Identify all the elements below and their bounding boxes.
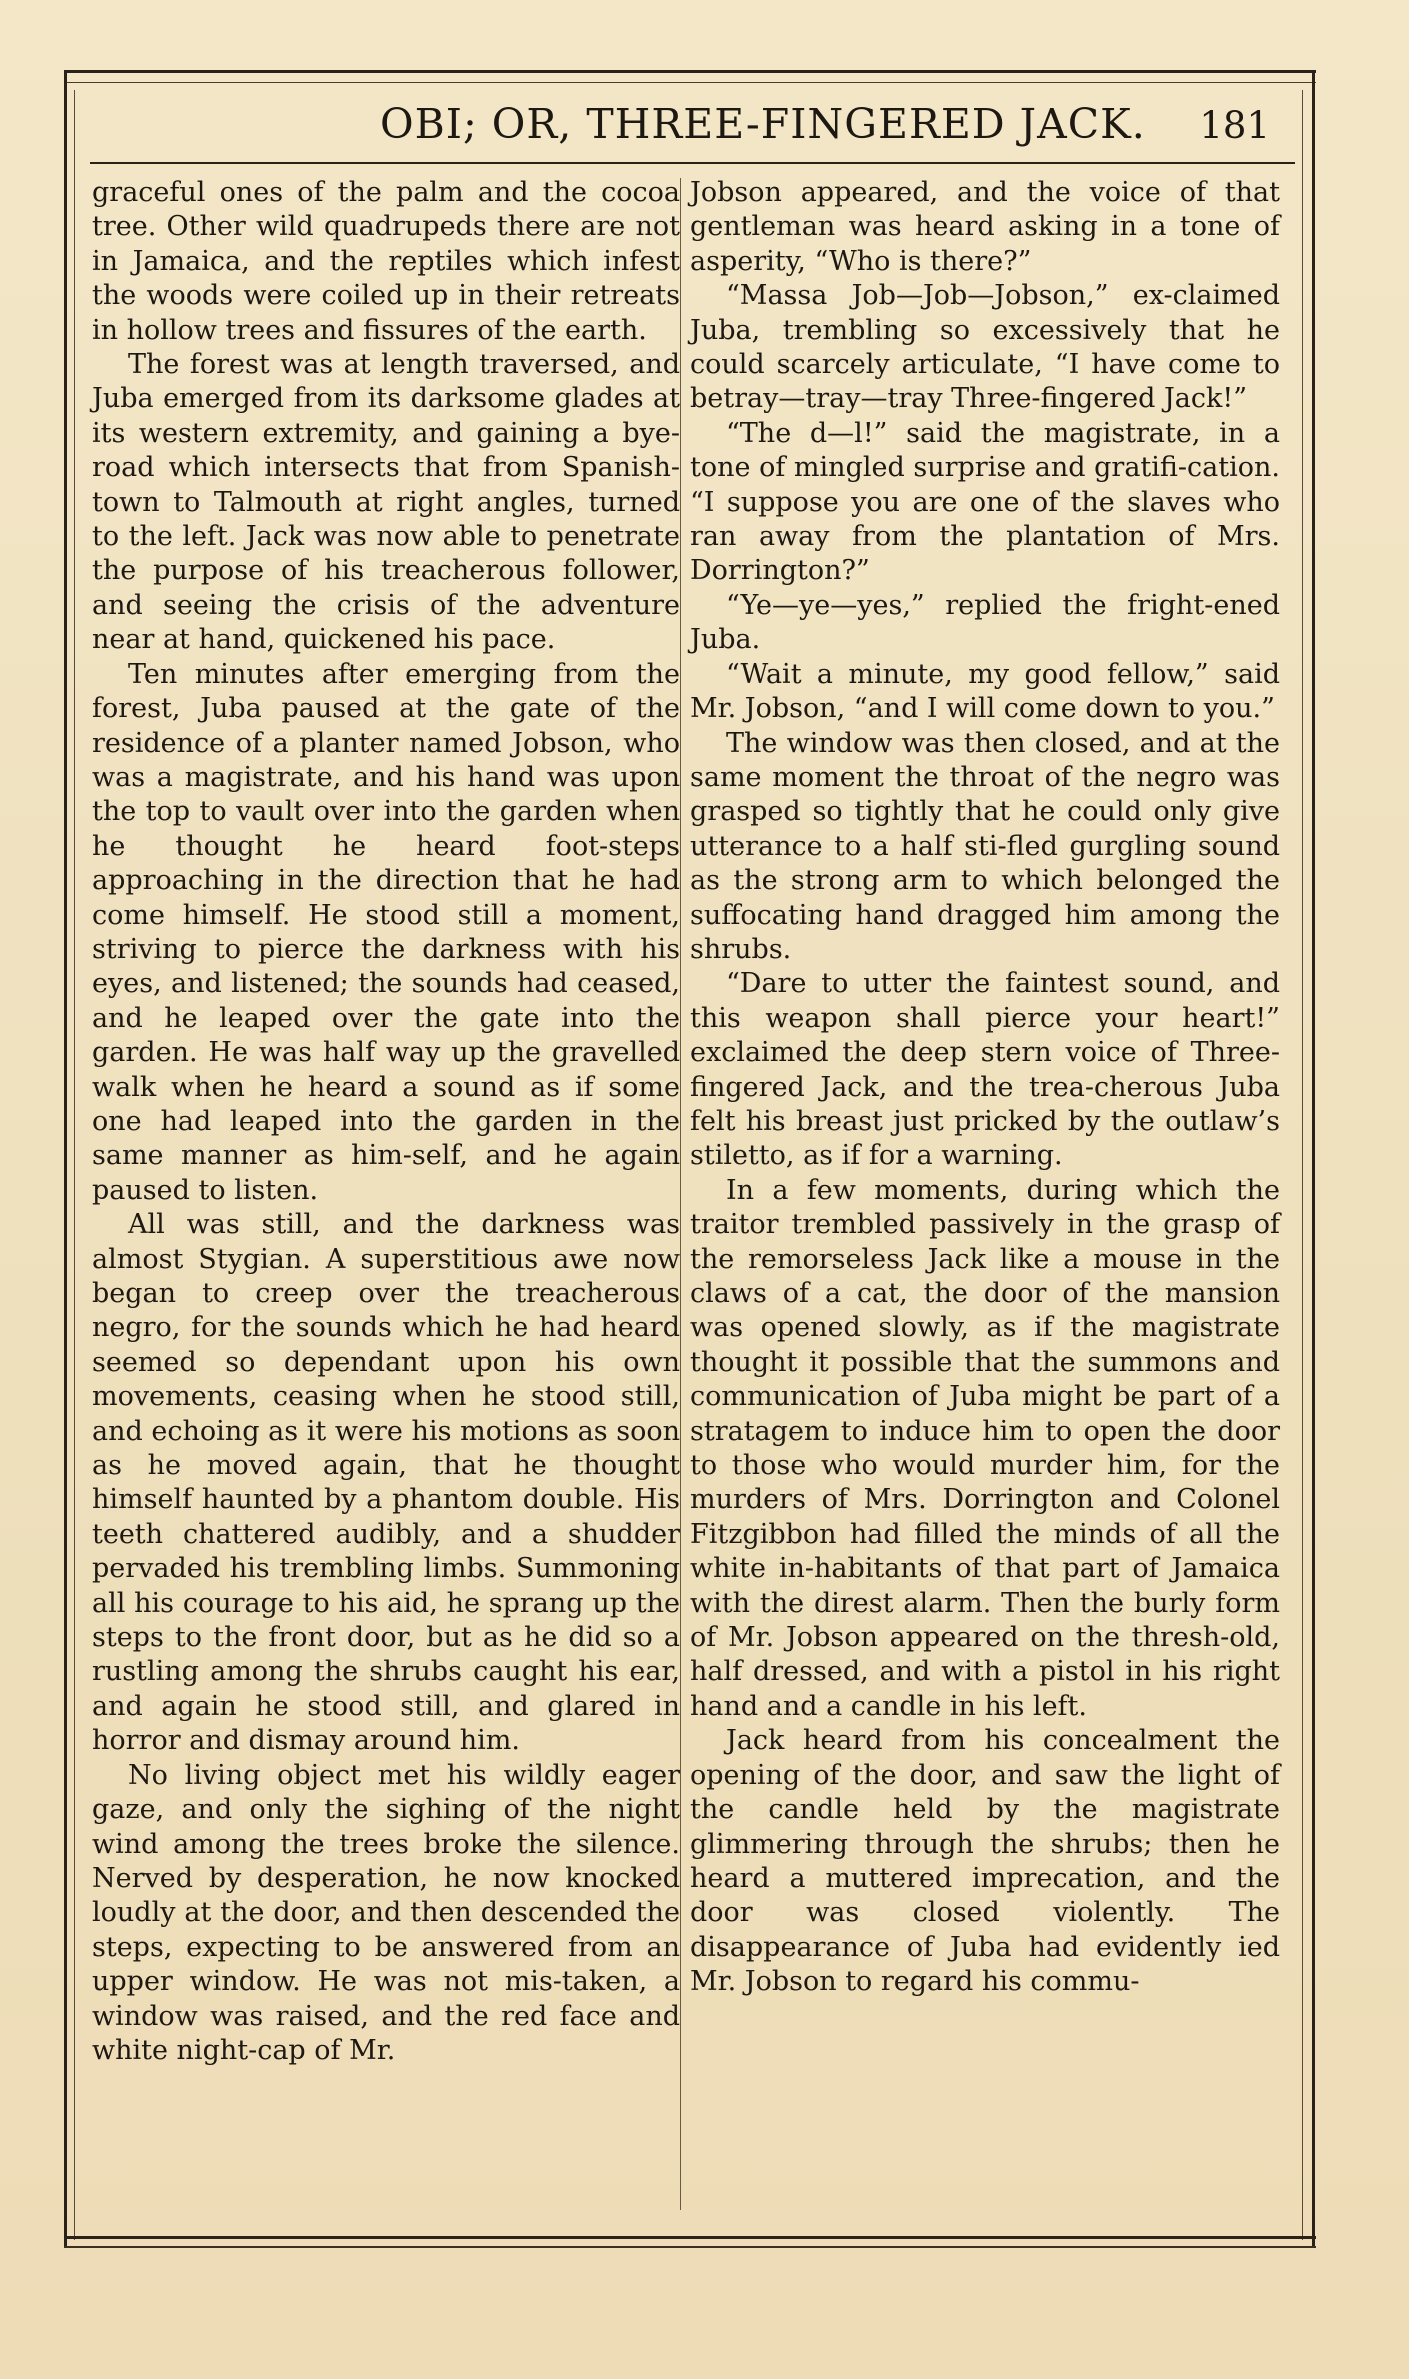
running-title: OBI; OR, THREE-FINGERED JACK. xyxy=(380,100,1146,148)
right-column xyxy=(690,176,1280,2000)
paragraph: graceful ones of the palm and the cocoa tree. Other wild quadrupeds there are not in Jamaica, and the reptiles which infest the woods were coiled up in their retreats in hollow trees and fissures of the earth. xyxy=(92,177,680,346)
left-border-inner-rule xyxy=(74,90,75,2240)
paragraph: Ten minutes after emerging from the forest, Juba paused at the gate of the residence of a planter named Jobson, who was a magistrate, and his hand was upon the top to vault over into the garden when he thought he heard foot-steps approaching in the direction that he had come himself. He stood still a moment, striving to pierce the darkness with his eyes, and listened; the sounds had ceased, and he leaped over the gate into the garden. He was half way up the gravelled walk when he heard a sound as if some one had leaped into the garden in the same manner as him-self, and he again paused to listen. xyxy=(92,658,680,1206)
bottom-border-rule xyxy=(64,2236,1316,2239)
paragraph: The window was then closed, and at the same moment the throat of the negro was grasped so tightly that he could only give utterance to a half sti-fled gurgling sound as the strong arm to which belonged the suffocating hand dragged him among the shrubs. xyxy=(690,727,1280,965)
paragraph: No living object met his wildly eager gaze, and only the sighing of the night wind among the trees broke the silence. Nerved by desperation, he now knocked loudly at the door, and then descended the steps, expecting to be answered from an upper window. He was not mis-taken, a window was raised, and the red face and white night-cap of Mr. xyxy=(92,1759,680,2066)
paragraph: Jobson appeared, and the voice of that gentleman was heard asking in a tone of asperity, “Who is there?” xyxy=(690,177,1280,277)
paragraph: In a few moments, during which the traitor trembled passively in the grasp of the remorseless Jack like a mouse in the claws of a cat, the door of the mansion was opened slowly, as if the magistrate thought it possible that the summons and communication of Juba might be part of a stratagem to induce him to open the door to those who would murder him, for the murders of Mrs. Dorrington and Colonel Fitzgibbon had filled the minds of all the white in-habitants of that part of Jamaica with the direst alarm. Then the burly form of Mr. Jobson appeared on the thresh-old, half dressed, and with a pistol in his right hand and a candle in his left. xyxy=(690,1174,1280,1722)
paragraph: The forest was at length traversed, and Juba emerged from its darksome glades at its western extremity, and gaining a bye-road which intersects that from Spanish-town to Talmouth at right angles, turned to the left. Jack was now able to penetrate the purpose of his treacherous follower, and seeing the crisis of the adventure near at hand, quickened his pace. xyxy=(92,349,680,656)
right-border-rule xyxy=(1312,70,1315,2248)
paragraph: “The d—l!” said the magistrate, in a tone of mingled surprise and gratifi-cation. “I suppose you are one of the slaves who ran away from the plantation of Mrs. Dorrington?” xyxy=(690,417,1280,587)
right-border-inner-rule xyxy=(1302,90,1303,2240)
paragraph: Jack heard from his concealment the opening of the door, and saw the light of the candle held by the magistrate glimmering through the shrubs; then he heard a muttered imprecation, and the door was closed violently. The disappearance of Juba had evidently ied Mr. Jobson to regard his commu- xyxy=(690,1725,1280,1998)
bottom-border-inner-rule xyxy=(64,2246,1316,2248)
top-border-rule xyxy=(66,70,1316,73)
paragraph: All was still, and the darkness was almost Stygian. A superstitious awe now began to creep over the treacherous negro, for the sounds which he had heard seemed so dependant upon his own movements, ceasing when he stood still, and echoing as it were his motions as soon as he moved again, that he thought himself haunted by a phantom double. His teeth chattered audibly, and a shudder pervaded his trembling limbs. Summoning all his courage to his aid, he sprang up the steps to the front door, but as he did so a rustling among the shrubs caught his ear, and again he stood still, and glared in horror and dismay around him. xyxy=(92,1209,680,1757)
paragraph: “Wait a minute, my good fellow,” said Mr. Jobson, “and I will come down to you.” xyxy=(690,658,1280,725)
paragraph: “Ye—ye—yes,” replied the fright-ened Juba. xyxy=(690,589,1280,656)
header-rule xyxy=(90,162,1295,164)
paragraph: “Massa Job—Job—Jobson,” ex-claimed Juba, trembling so excessively that he could scarcely articulate, “I have come to betray—tray—tray Three-fingered Jack!” xyxy=(690,280,1280,415)
top-border-inner-rule xyxy=(66,82,1316,83)
left-column xyxy=(92,176,680,2068)
column-divider xyxy=(680,178,681,2210)
page-number: 181 xyxy=(1199,104,1270,147)
paragraph: “Dare to utter the faintest sound, and this weapon shall pierce your heart!” exclaimed the deep stern voice of Three-fingered Jack, and the trea-cherous Juba felt his breast just pricked by the outlaw’s stiletto, as if for a warning. xyxy=(690,968,1280,1172)
left-border-rule xyxy=(64,70,67,2248)
